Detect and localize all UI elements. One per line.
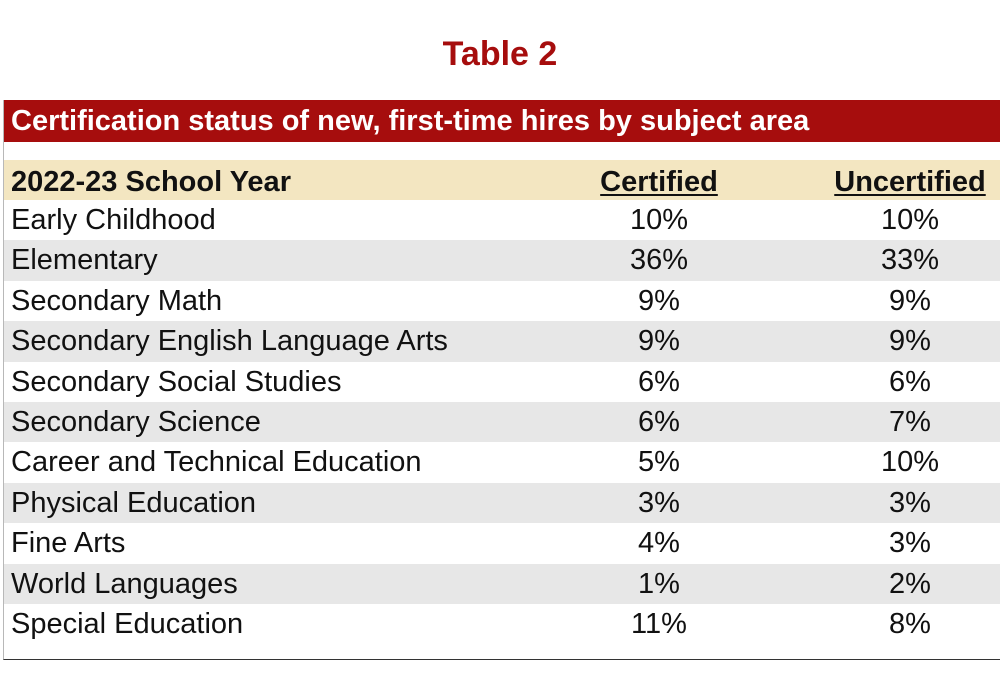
certified-cell: 36% [629, 244, 689, 277]
caption-spacer [4, 142, 1000, 160]
subject-cell: Career and Technical Education [11, 446, 422, 479]
certified-cell: 3% [638, 486, 680, 519]
data-table [3, 100, 1000, 660]
header-uncertified: Uncertified [834, 166, 986, 198]
certified-cell: 5% [638, 446, 680, 479]
table-row [4, 362, 1000, 402]
table-header-row [4, 160, 1000, 200]
table-caption: Certification status of new, first-time hires by subject area [4, 100, 1000, 142]
uncertified-cell: 33% [880, 244, 940, 277]
table-row [4, 200, 1000, 240]
subject-cell: Secondary Science [11, 405, 261, 438]
certified-cell: 1% [638, 567, 680, 600]
table-row [4, 523, 1000, 563]
uncertified-cell: 10% [880, 204, 940, 236]
certified-cell: 6% [638, 405, 680, 438]
uncertified-cell: 2% [889, 567, 931, 600]
subject-cell: Secondary English Language Arts [11, 325, 448, 358]
table-row [4, 604, 1000, 644]
uncertified-cell: 6% [889, 365, 931, 398]
subject-cell: Early Childhood [11, 204, 216, 236]
subject-cell: Secondary Math [11, 284, 223, 317]
uncertified-cell: 7% [889, 405, 931, 438]
certified-cell: 9% [638, 325, 680, 358]
certified-cell: 4% [638, 527, 680, 560]
certified-cell: 9% [638, 284, 680, 317]
subject-cell: Secondary Social Studies [11, 365, 342, 398]
page-title: Table 2 [442, 35, 558, 73]
table-row [4, 281, 1000, 321]
table-row [4, 240, 1000, 280]
header-certified: Certified [600, 166, 718, 198]
certified-cell: 11% [631, 607, 687, 640]
subject-cell: World Languages [11, 567, 238, 600]
header-school-year: 2022-23 School Year [11, 166, 291, 198]
uncertified-cell: 9% [889, 284, 931, 317]
table-row [4, 402, 1000, 442]
certified-cell: 6% [638, 365, 680, 398]
subject-cell: Fine Arts [11, 527, 126, 560]
certified-cell: 10% [629, 204, 689, 236]
uncertified-cell: 3% [889, 486, 931, 519]
table-row [4, 321, 1000, 361]
subject-cell: Elementary [11, 244, 158, 277]
table-row [4, 564, 1000, 604]
subject-cell: Physical Education [11, 486, 257, 519]
table-body [4, 200, 1000, 644]
table-row [4, 442, 1000, 482]
uncertified-cell: 10% [880, 446, 940, 479]
table-row [4, 483, 1000, 523]
uncertified-cell: 8% [889, 607, 931, 640]
uncertified-cell: 9% [889, 325, 931, 358]
uncertified-cell: 3% [889, 527, 931, 560]
subject-cell: Special Education [11, 607, 244, 640]
